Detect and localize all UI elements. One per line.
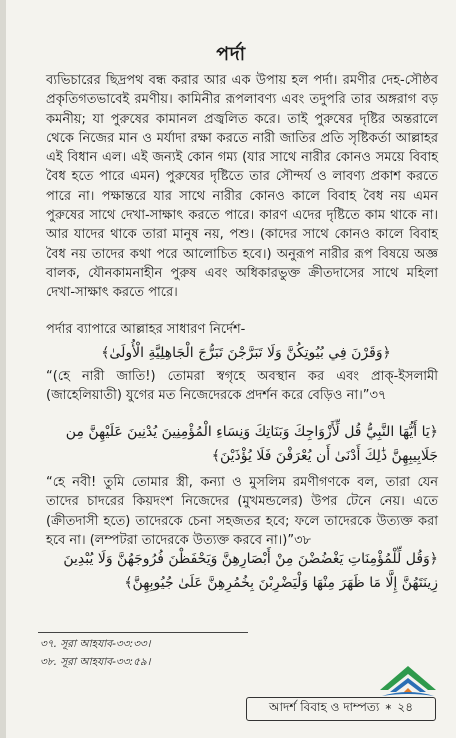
- page-title: পর্দা: [216, 43, 246, 65]
- arabic-verse-3: ﴿وَقُل لِّلْمُؤْمِنَاتِ يَغْضُضْنَ مِنْ أَبْصَارِهِنَّ وَيَحْفَظْنَ فُرُوجَهُنَّ وَلَا يُبْدِينَ زِينَتَهُنَّ إِلَّا مَا ظَهَرَ مِنْهَا وَلْيَضْرِبْنَ بِخُمُرِهِنَّ عَلَىٰ جُيُوبِهِنَّ﴾: [63, 551, 438, 591]
- section-heading: পর্দার ব্যাপারে আল্লাহর সাধারণ নির্দেশ-: [46, 322, 246, 337]
- footnote-38: ৩৮. সূরা আহযাব-৩৩:৫৯।: [40, 656, 151, 668]
- arabic-verse-1: ﴿وَقَرْنَ فِي بُيُوتِكُنَّ وَلَا تَبَرَّجْنَ تَبَرُّجَ الْجَاهِلِيَّةِ الْأُولَىٰ﴾: [101, 345, 391, 361]
- page-number: ২৪: [397, 700, 414, 714]
- footnote-37: ৩৭. সূরা আহযাব-৩৩:৩৩।: [40, 638, 151, 650]
- footnote-divider: [38, 632, 248, 633]
- book-title: আদর্শ বিবাহ ও দাম্পত্য: [268, 700, 380, 714]
- paragraph-translation-2: “হে নবী! তুমি তোমার স্ত্রী, কন্যা ও মুসলিম রমণীগণকে বল, তারা যেন তাদের চাদরের কিয়দংশ নিজেদের (মুখমন্ডলের) উপর টেনে নেয়। এতে (ক্রীতদাসী হতে) তাদেরকে চেনা সহজতর হবে; ফলে তাদেরকে উত্যক্ত করা হবে না। (লম্পটরা তাদেরকে উত্যক্ত করবে না।)”৩৮: [46, 475, 438, 548]
- footer-bar: [246, 697, 436, 721]
- footer-separator: *: [385, 702, 392, 716]
- paragraph-translation-1: “(হে নারী জাতি!) তোমরা স্বগৃহে অবস্থান কর এবং প্রাক্-ইসলামী (জাহেলিয়াতী) যুগের মত নিজেদেরকে প্রদর্শন করে বেড়িও না।”৩৭: [46, 369, 438, 404]
- paragraph-intro: ব্যভিচারের ছিদ্রপথ বন্ধ করার আর এক উপায় হল পর্দা। রমণীর দেহ-সৌষ্ঠব প্রকৃতিগতভাবেই রমণীয়। কামিনীর রূপলাবণ্য এবং তদুপরি তার অঙ্গরাগ বড় কমনীয়; যা পুরুষের কামানল প্রজ্বলিত করে। তাই পুরুষের দৃষ্টির অন্তরালে থেকে নিজের মান ও মর্যাদা রক্ষা করতে নারী জাতির প্রতি সৃষ্টিকর্তা আল্লাহর এই বিধান এল। এই জন্যই কোন গম্য (যার সাথে নারীর কোনও সময়ে বিবাহ বৈধ হতে পারে এমন) পুরুষের দৃষ্টিতে তার সৌন্দর্য ও লাবণ্য প্রকাশ করতে পারে না। পক্ষান্তরে যার সাথে নারীর কোনও কালে বিবাহ বৈধ নয় এমন পুরুষের সাথে দেখা-সাক্ষাৎ করতে পারে। কারণ এদের দৃষ্টিতে কাম থাকে না। আর যাদের থাকে তারা মানুষ নয়, পশু। (কাদের সাথে কোনও কালে বিবাহ বৈধ নয় তাদের কথা পরে আলোচিত হবে।) অনুরূপ নারীর রূপ বিষয়ে অজ্ঞ বালক, যৌনকামনাহীন পুরুষ এবং অধিকারভুক্ত ক্রীতদাসের সাথে মহিলা দেখা-সাক্ষাৎ করতে পারে।: [46, 73, 438, 301]
- publisher-logo-icon: [376, 660, 440, 702]
- arabic-verse-2: ﴿يَا أَيُّهَا النَّبِيُّ قُل لِّأَزْوَاجِكَ وَبَنَاتِكَ وَنِسَاءِ الْمُؤْمِنِينَ يُدْنِينَ عَلَيْهِنَّ مِن جَلَابِيبِهِنَّ ذَٰلِكَ أَدْنَىٰ أَن يُعْرَفْنَ فَلَا يُؤْذَيْنَ﴾: [65, 424, 438, 464]
